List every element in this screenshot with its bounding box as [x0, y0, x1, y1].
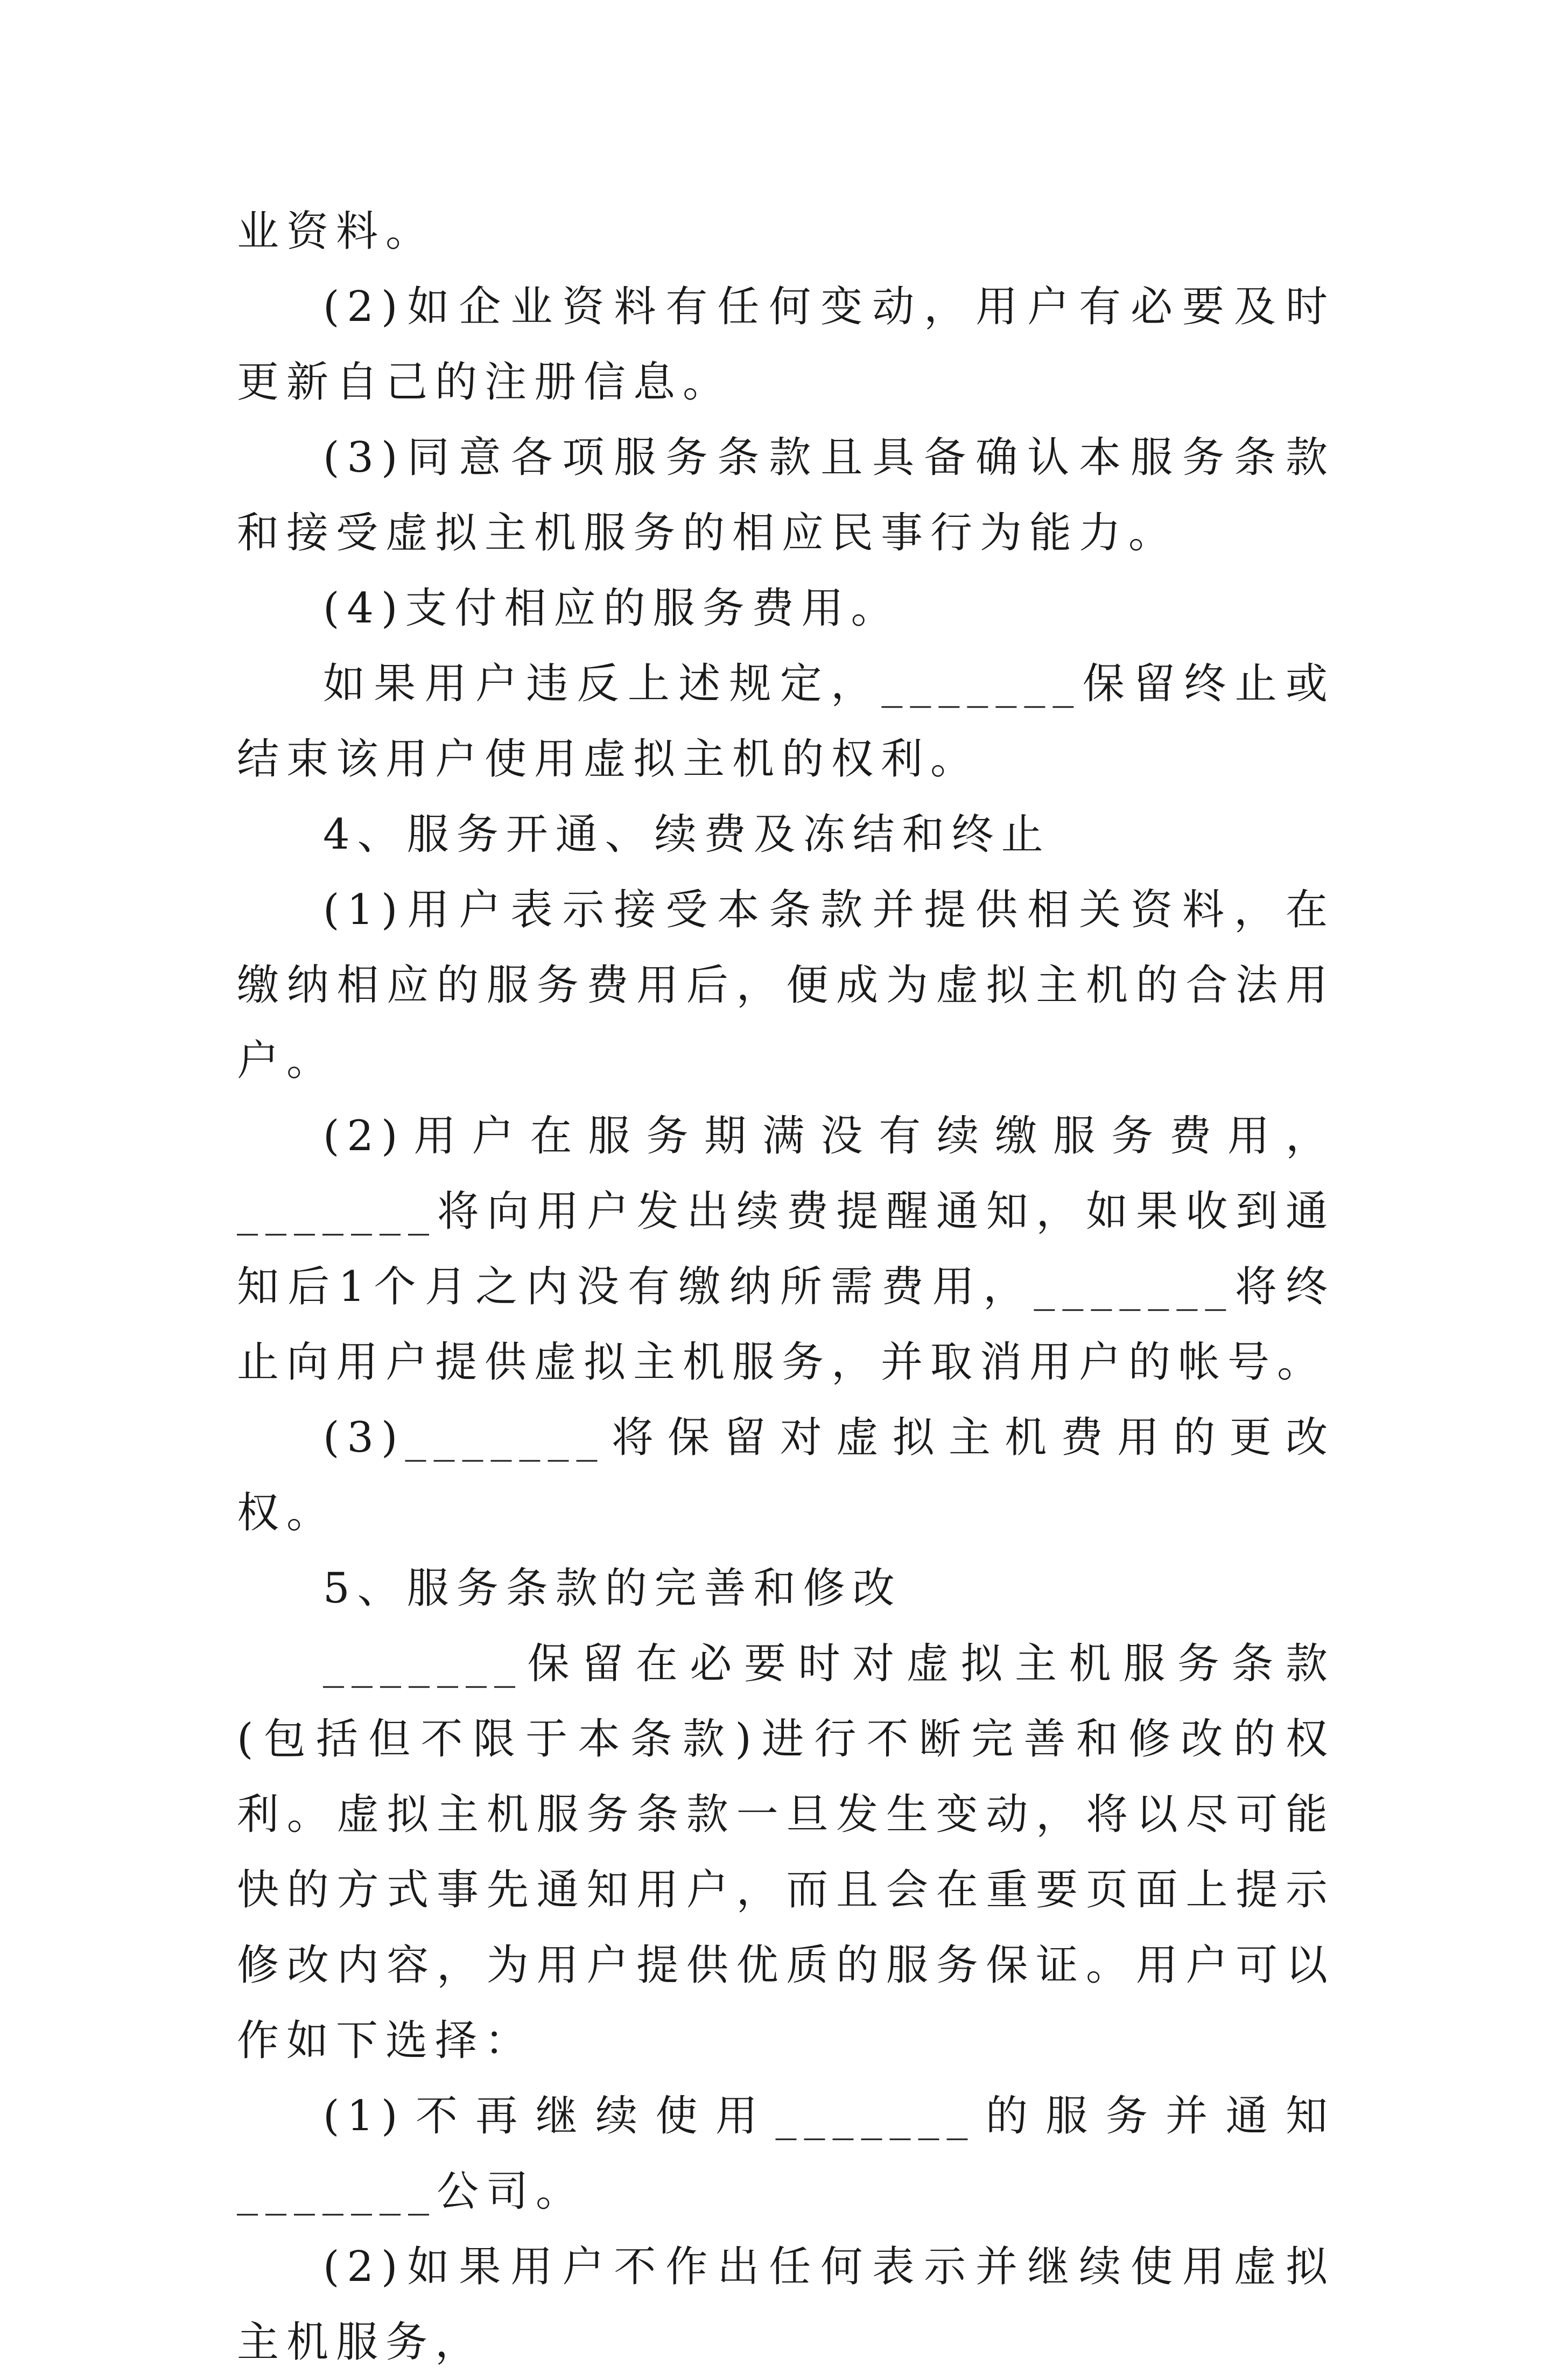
paragraph-11: _______保留在必要时对虚拟主机服务条款(包括但不限于本条款)进行不断完善和修改的权利。虚拟主机服务条款一旦发生变动，将以尽可能快的方式事先通知用户，而且会在重要页面上提示修改内容，为用户提供优质的服务保证。用户可以作如下选择： — [237, 1640, 1335, 2065]
paragraph-13: (2)如果用户不作出任何表示并继续使用虚拟主机服务， — [237, 2243, 1335, 2367]
paragraph-8: (2)用户在服务期满没有续缴服务费用，_______将向用户发出续费提醒通知，如果收到通知后1个月之内没有缴纳所需费用，_______将终止向用户提供虚拟主机服务，并取消用户的帐号。 — [237, 1112, 1335, 1387]
paragraph-5: 如果用户违反上述规定，_______保留终止或结束该用户使用虚拟主机的权利。 — [237, 660, 1335, 783]
paragraph-1: 业资料。 — [237, 207, 436, 256]
section-heading-5: 5、服务条款的完善和修改 — [323, 1564, 902, 1613]
paragraph-7: (1)用户表示接受本条款并提供相关资料，在缴纳相应的服务费用后，便成为虚拟主机的合法用户。 — [237, 886, 1335, 1085]
section-heading-4: 4、服务开通、续费及冻结和终止 — [323, 810, 1051, 859]
paragraph-9: (3)_______将保留对虚拟主机费用的更改权。 — [237, 1413, 1335, 1537]
paragraph-2: (2)如企业资料有任何变动，用户有必要及时更新自己的注册信息。 — [237, 283, 1335, 407]
paragraph-12: (1)不再继续使用_______的服务并通知_______公司。 — [237, 2092, 1335, 2216]
document-body — [237, 194, 1335, 2380]
paragraph-4: (4)支付相应的服务费用。 — [323, 584, 901, 633]
paragraph-3: (3)同意各项服务条款且具备确认本服务条款和接受虚拟主机服务的相应民事行为能力。 — [237, 433, 1335, 557]
